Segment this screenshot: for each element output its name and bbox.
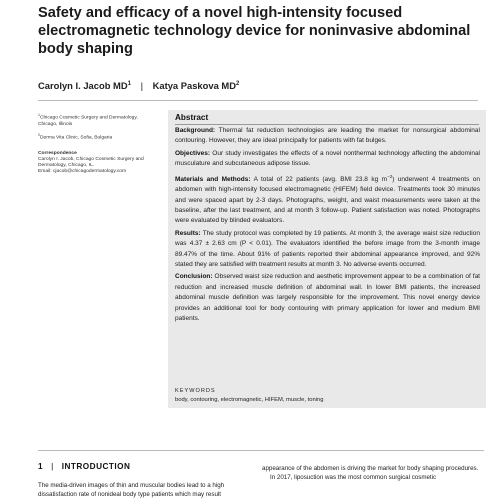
section-divider (38, 450, 484, 451)
abstract-paragraph: A total of 22 patients (avg. BMI 23.8 kg m (253, 175, 388, 183)
affiliations-block (38, 112, 158, 180)
keywords-list: body, contouring, electromagnetic, HIFEM, muscle, toning (175, 397, 324, 403)
affiliation-mark: 2 (38, 133, 40, 138)
author-affiliation-mark: 1 (127, 80, 131, 87)
author-name: Carolyn I. Jacob MD (38, 80, 128, 91)
abstract-label: Results: (175, 229, 201, 237)
abstract-label: Objectives: (175, 149, 211, 157)
body-text-right-column (262, 464, 484, 482)
affiliation (38, 132, 158, 142)
section-heading (38, 462, 130, 471)
abstract-label: Materials and Methods: (175, 175, 251, 183)
abstract-methods (175, 172, 480, 227)
unit-exponent: −2 (387, 173, 393, 179)
abstract-divider (175, 124, 479, 125)
abstract-objectives (175, 149, 480, 170)
abstract-paragraph: Our study investigates the effects of a novel nonthermal technology affecting the abdominal musculature and subcutaneous adipose tissue. (175, 149, 480, 168)
abstract-label: Background: (175, 127, 216, 134)
header-divider (38, 100, 478, 101)
section-number: 1 (38, 462, 44, 471)
correspondence-address: Carolyn I. Jacob, Chicago Cosmetic Surgery and Dermatology, Chicago, IL. (38, 157, 144, 169)
author-name: Katya Paskova MD (152, 80, 236, 91)
author-separator: | (140, 80, 143, 91)
abstract-heading: Abstract (175, 113, 209, 122)
body-text-left-column: The media-driven images of thin and muscular bodies lead to a high dissatisfaction rate of nonideal body type patients which may result (38, 482, 225, 498)
correspondence-heading: Correspondence (38, 150, 77, 156)
section-title: INTRODUCTION (61, 462, 131, 471)
abstract-paragraph: Observed waist size reduction and aesthetic improvement appear to be a combination of fat reduction and increased muscle definition of abdominal wall. In lower BMI patients, the increased abdominal muscle definition was largely responsible for the improvement. This novel energy device provides an additional tool for body contouring with primary application for lower and medium BMI patients. (175, 273, 480, 323)
abstract-results (175, 229, 480, 271)
abstract-paragraph: Thermal fat reduction technologies are leading the market for nonsurgical abdominal contouring. However, they are ideal principally for patients with fat bulges. (175, 127, 480, 145)
author-affiliation-mark: 2 (235, 80, 240, 87)
correspondence-email[interactable]: Email: cjacob@chicagodermatology.com (38, 169, 127, 175)
author-list (38, 80, 239, 91)
abstract-text (175, 126, 480, 326)
body-paragraph: In 2017, liposuction was the most common surgical cosmetic (270, 474, 437, 481)
affiliation (38, 112, 158, 128)
abstract-conclusion (175, 272, 480, 324)
abstract-paragraph: ) underwent 4 treatments on abdomen with high-intensity focused electromagnetic (HIFEM) field device. Treatments took 30 minutes and were spaced apart by 2-3 days. Photographs, weight, and waist measurements were taken at the baseline, after the last treatment, and at month 3 follow-up. Patient satisfaction was noted. Photographs were evaluated by blinded evaluators. (175, 175, 480, 225)
body-paragraph: appearance of the abdomen is driving the market for body shaping procedures. (262, 465, 479, 472)
abstract-label: Conclusion: (175, 273, 213, 281)
abstract-background (175, 126, 480, 147)
correspondence (38, 151, 158, 176)
affiliation-text: Chicago Cosmetic Surgery and Dermatology, Chicago, Illinois (38, 115, 138, 127)
section-separator: | (51, 462, 54, 471)
article-title: Safety and efficacy of a novel high-intensity focused electromagnetic technology device for noninvasive abdominal body shaping (38, 5, 471, 57)
abstract-paragraph: The study protocol was completed by 19 patients. At month 3, the average waist size reduction was 4.37 ± 2.63 cm (P < 0.01). The evaluators identified the before image from the 3-month image 89.47% of the time. About 91% of patients reported their abdominal appearance improved, and 92% stated they are satisfied with treatment results at month 3. No adverse events occurred. (175, 229, 480, 269)
affiliation-mark: 1 (38, 113, 40, 117)
affiliation-text: Derma Vita Clinic, Sofia, Bulgaria (40, 135, 113, 141)
keywords-heading: KEYWORDS (175, 388, 216, 394)
